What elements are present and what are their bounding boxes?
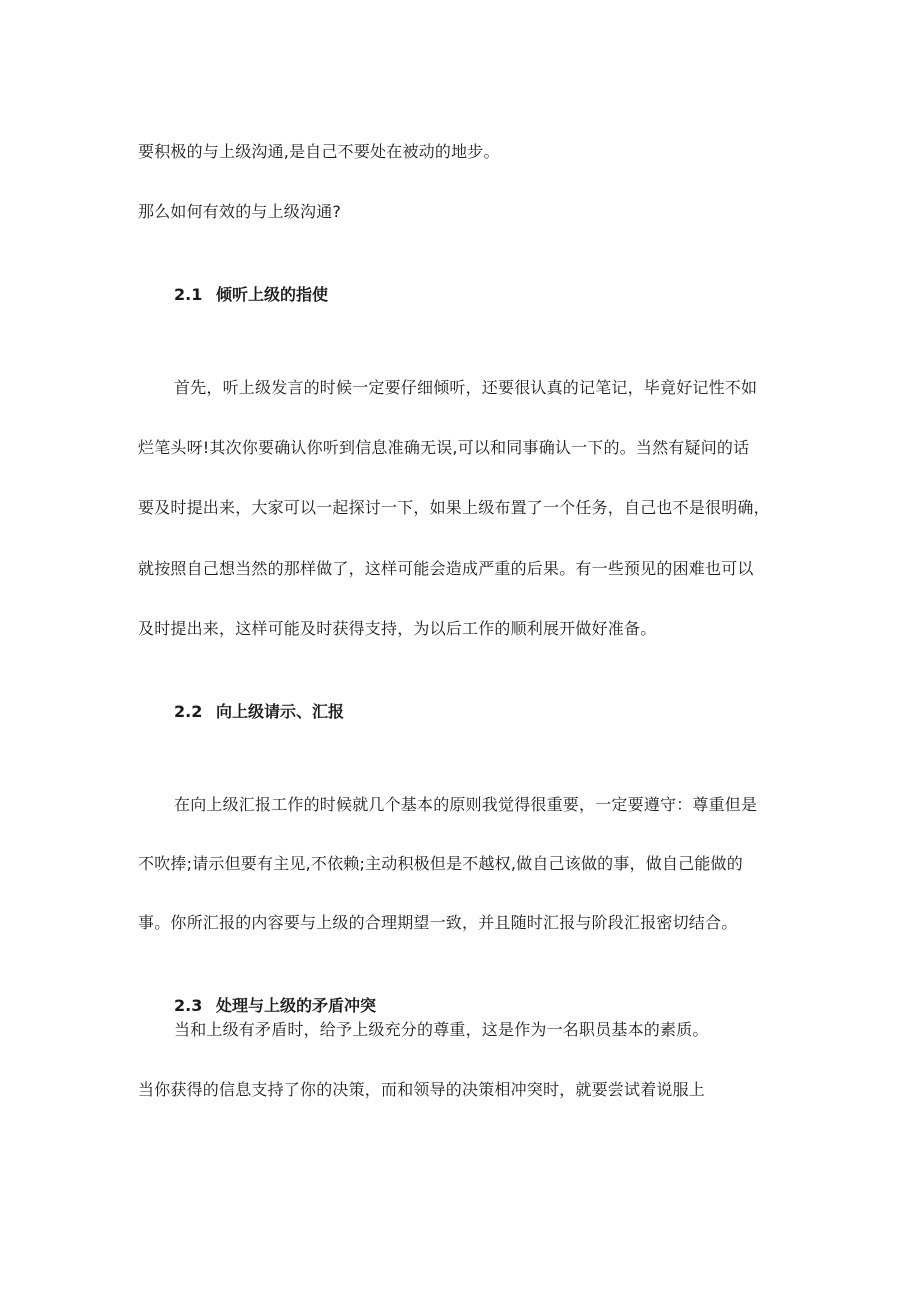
paragraph-line: 及时提出来，这样可能及时获得支持，为以后工作的顺利展开做好准备。: [138, 619, 657, 638]
paragraph-line: 首先，听上级发言的时候一定要仔细倾听，还要很认真的记笔记，毕竟好记性不如: [174, 378, 758, 397]
section-number: 2.2: [174, 702, 203, 721]
section-heading-2-2: [174, 701, 344, 723]
paragraph-line: 在向上级汇报工作的时候就几个基本的原则我觉得很重要，一定要遵守：尊重但是: [174, 795, 758, 814]
paragraph-line: 当和上级有矛盾时，给予上级充分的尊重，这是作为一名职员基本的素质。: [174, 1020, 709, 1039]
paragraph-line: 当你获得的信息支持了你的决策，而和领导的决策相冲突时，就要尝试着说服上: [138, 1080, 706, 1099]
paragraph-line: 烂笔头呀!其次你要确认你听到信息准确无误,可以和同事确认一下的。当然有疑问的话: [138, 438, 750, 457]
section-title: 倾听上级的指使: [216, 285, 329, 304]
paragraph-line: 要及时提出来，大家可以一起探讨一下，如果上级布置了一个任务，自己也不是很明确，: [138, 498, 770, 517]
intro-line-2: 那么如何有效的与上级沟通?: [138, 202, 342, 221]
section-heading-2-1: [174, 284, 328, 306]
section-heading-2-3: [174, 995, 376, 1017]
section-title: 处理与上级的矛盾冲突: [216, 996, 377, 1015]
section-title: 向上级请示、汇报: [216, 702, 345, 721]
paragraph-line: 不吹捧;请示但要有主见,不依赖;主动积极但是不越权,做自己该做的事，做自己能做的: [138, 854, 743, 873]
paragraph-line: 就按照自己想当然的那样做了，这样可能会造成严重的后果。有一些预见的困难也可以: [138, 559, 754, 578]
section-number: 2.1: [174, 285, 203, 304]
intro-line-1: 要积极的与上级沟通,是自己不要处在被动的地步。: [138, 142, 500, 161]
paragraph-line: 事。你所汇报的内容要与上级的合理期望一致，并且随时汇报与阶段汇报密切结合。: [138, 913, 738, 932]
section-number: 2.3: [174, 996, 203, 1015]
